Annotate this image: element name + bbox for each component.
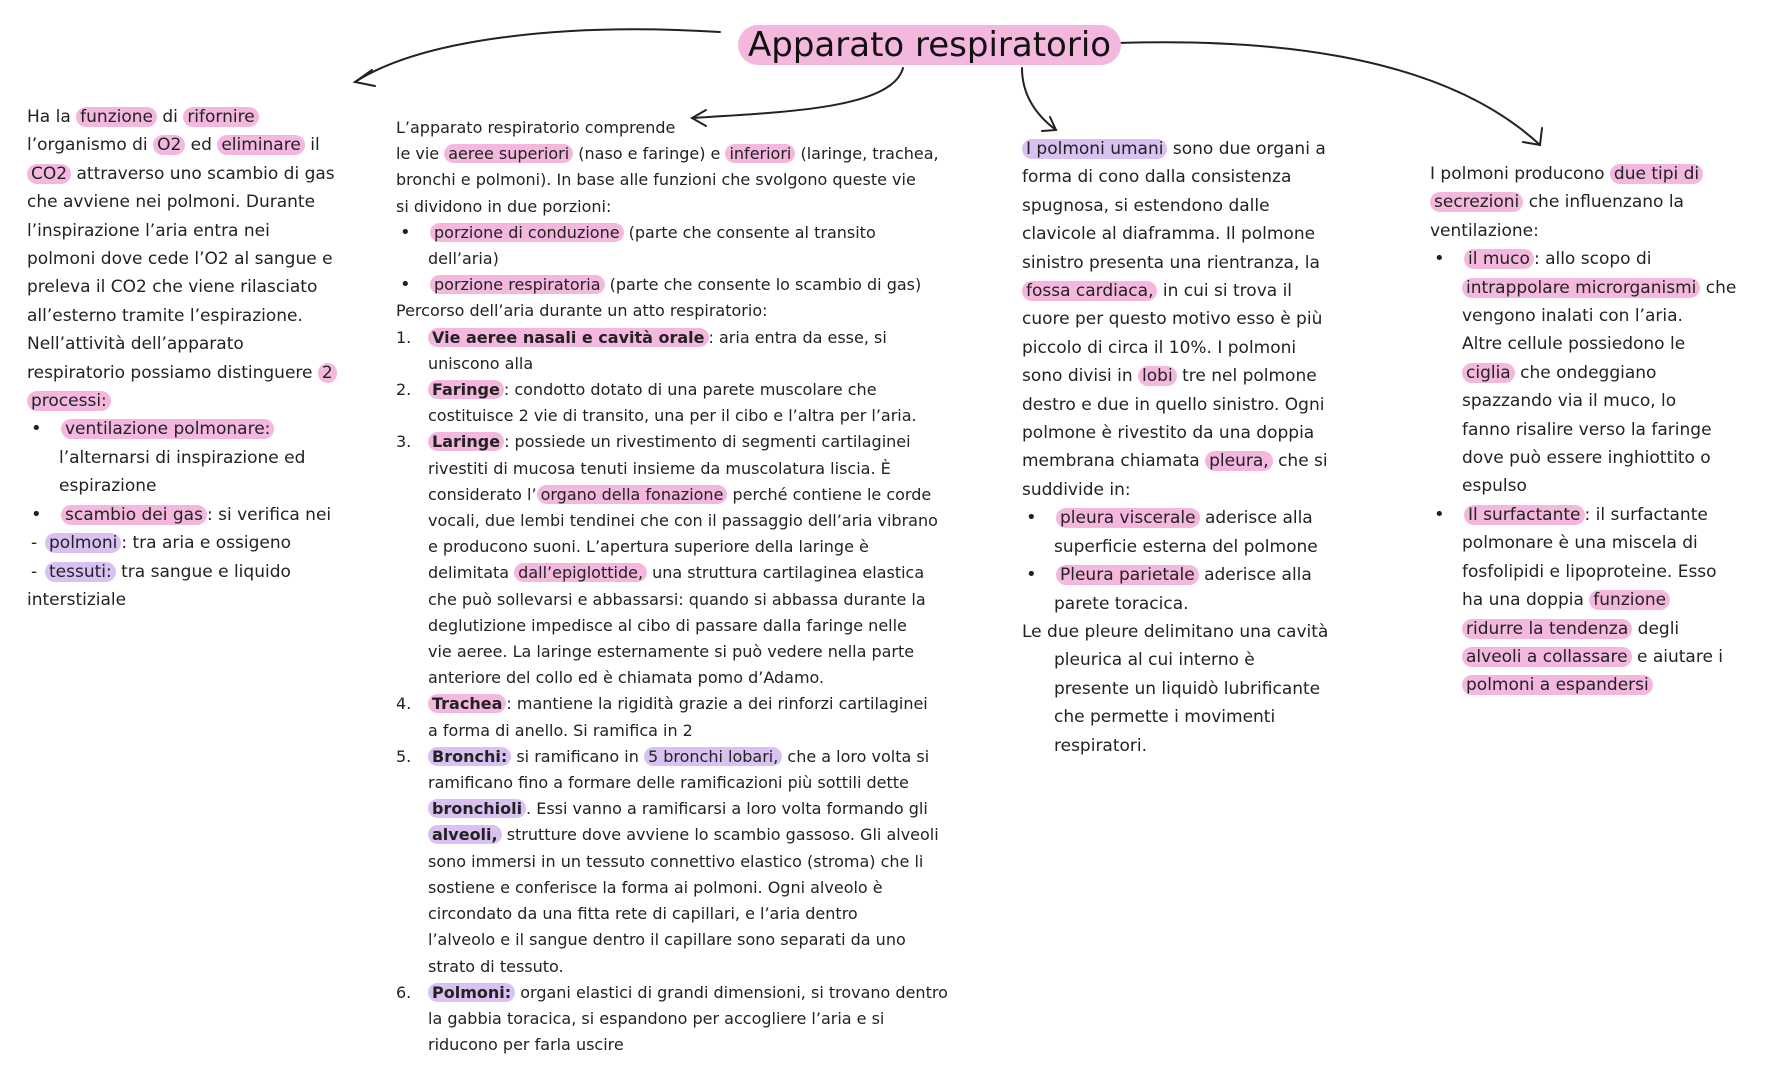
note-text: 2 — [318, 363, 337, 383]
note-text — [1430, 586, 1755, 614]
note-text: (laringe, trachea, — [795, 144, 939, 164]
note-text: processi: — [27, 391, 111, 411]
note-text: che influenzano la — [1523, 192, 1684, 213]
note-text — [1430, 188, 1755, 216]
note-text: superficie esterna del polmone — [1054, 536, 1318, 557]
note-text: aderisce alla — [1198, 565, 1312, 586]
page-title: Apparato respiratorio — [738, 20, 1121, 70]
note-text: : allo scopo di — [1533, 249, 1652, 270]
note-text: (naso e faringe) e — [573, 144, 726, 164]
note-text: : tra aria e ossigeno — [121, 533, 292, 554]
note-text: rifornire — [183, 107, 258, 127]
note-text: che a loro volta si — [782, 746, 930, 766]
note-text: respiratori. — [1054, 735, 1148, 756]
note-text: scambio dei gas — [61, 505, 207, 525]
note-text — [428, 560, 956, 586]
arrow-to-col4 — [1090, 42, 1540, 145]
note-text: degli — [1632, 618, 1680, 639]
dash-tessuti — [27, 558, 357, 586]
note-text: : possiede un rivestimento di segmenti cartilaginei — [504, 432, 911, 452]
note-text — [428, 796, 956, 822]
note-text: Altre cellule possiedono le — [1462, 334, 1686, 355]
arrow-to-col3 — [1022, 68, 1056, 130]
note-text — [428, 691, 956, 717]
note-text: lobi — [1138, 366, 1177, 386]
note-text: che può sollevarsi e abbassarsi: quando si abbassa durante la — [428, 589, 926, 609]
note-text: 3. — [396, 432, 412, 452]
note-text: polmoni a espandersi — [1462, 675, 1653, 695]
note-text: fosfolipidi e lipoproteine. Esso — [1462, 561, 1717, 582]
note-text: porzione di conduzione — [430, 223, 624, 242]
note-text: tessuti: — [45, 562, 116, 582]
note-text: 4. — [396, 694, 412, 714]
note-text: l’alternarsi di inspirazione ed — [59, 447, 306, 468]
note-text: : il surfactante — [1584, 504, 1708, 525]
note-text: ha una doppia — [1462, 590, 1590, 611]
note-text: : si verifica nei — [206, 504, 332, 525]
note-text: due tipi di — [1610, 164, 1703, 184]
note-text: Laringe — [428, 432, 504, 451]
note-text: di — [156, 107, 184, 127]
note-text: I polmoni producono — [1430, 164, 1610, 184]
note-text: Trachea — [428, 694, 506, 713]
note-text: . Essi vanno a ramificarsi a loro volta formando gli — [526, 799, 928, 819]
note-text: sostiene e conferisce la forma ai polmoni. Ogni alveolo è — [428, 877, 883, 897]
note-text: riducono per farla uscire — [428, 1035, 624, 1055]
note-text: funzione — [76, 107, 157, 127]
note-text: pleura viscerale — [1056, 508, 1200, 528]
note-text: strato di tessuto. — [428, 956, 564, 976]
note-text: polmonare è una miscela di — [1462, 533, 1698, 554]
note-text: dell’aria) — [428, 249, 499, 269]
note-text: l’inspirazione l’aria entra nei — [27, 220, 270, 241]
note-text: dall’epiglottide, — [514, 563, 647, 582]
arrowhead-col3 — [1042, 117, 1056, 131]
note-text: Bronchi: — [428, 747, 511, 766]
note-text: Faringe — [428, 380, 504, 399]
note-text — [1430, 671, 1755, 699]
note-text: sono divisi in — [1022, 366, 1139, 387]
note-text: spazzando via il muco, lo — [1462, 391, 1677, 412]
note-text: I polmoni umani — [1022, 139, 1167, 159]
note-text: : condotto dotato di una parete muscolare che — [503, 380, 877, 400]
arrowhead-col4 — [1523, 128, 1542, 145]
note-text: una struttura cartilaginea elastica — [647, 563, 925, 583]
note-text — [428, 980, 956, 1006]
note-text — [428, 377, 956, 403]
note-text: organi elastici di grandi dimensioni, si trovano dentro — [515, 982, 948, 1002]
note-text: espulso — [1462, 476, 1527, 497]
note-text — [1022, 447, 1352, 475]
note-text — [428, 482, 956, 508]
note-text: deglutizione impedisce al cibo di passare dalla faringe nelle — [428, 615, 907, 635]
note-text: Pleura parietale — [1056, 565, 1199, 585]
dash-polmoni — [27, 529, 357, 557]
note-text: : mantiene la rigidità grazie a dei rinforzi cartilaginei — [506, 694, 928, 714]
bullet-surfactante — [1430, 501, 1755, 529]
note-text: pleura, — [1205, 451, 1273, 471]
note-text: 5 bronchi lobari, — [644, 747, 782, 766]
note-text: si ramificano in — [511, 746, 644, 766]
list-item-bronchi — [396, 744, 956, 980]
note-text — [1022, 277, 1352, 305]
bullet-muco — [1430, 245, 1755, 273]
note-text: strutture dove avviene lo scambio gassoso. Gli alveoli — [501, 825, 939, 845]
note-text: alveoli a collassare — [1462, 647, 1632, 667]
note-text: a forma di anello. Si ramifica in 2 — [428, 720, 693, 740]
note-text — [1430, 615, 1755, 643]
note-text: rivestiti di mucosa tenuti insieme da muscolatura liscia. È — [428, 458, 891, 478]
note-text: le vie — [396, 144, 445, 164]
note-text: l’alveolo e il sangue dentro il capillare sono separati da uno — [428, 930, 906, 950]
note-text: Ha la — [27, 107, 77, 127]
note-text — [428, 325, 956, 351]
note-text: tra sangue e liquido — [115, 561, 291, 582]
note-text: (parte che consente lo scambio di gas) — [604, 275, 922, 295]
arrow-to-col2 — [692, 68, 903, 118]
note-text — [1022, 135, 1352, 163]
note-text: intrappolare microrganismi — [1462, 278, 1700, 298]
note-text — [396, 141, 956, 167]
note-text: il — [304, 135, 320, 156]
note-text — [27, 359, 357, 387]
bullet-scambio — [27, 501, 357, 529]
note-text: 5. — [396, 746, 412, 766]
note-text: polmoni dove cede l’O2 al sangue e — [27, 249, 333, 270]
note-text: preleva il CO2 che viene rilasciato — [27, 277, 318, 298]
note-text: vocali, due lembi tendinei che con il passaggio dell’aria vibrano — [428, 511, 938, 531]
note-text: Le due pleure delimitano una cavità — [1022, 621, 1329, 642]
note-text: espirazione — [59, 476, 157, 497]
note-text — [27, 131, 357, 159]
note-text: inferiori — [725, 144, 795, 163]
note-text: : aria entra da esse, si — [708, 327, 887, 347]
arrow-to-col1 — [355, 29, 720, 82]
note-text: ventilazione: — [1430, 220, 1539, 241]
note-text: considerato l’ — [428, 484, 537, 504]
note-text: Polmoni: — [428, 983, 515, 1002]
note-text: sono due organi a — [1167, 139, 1326, 159]
note-text: suddivide in: — [1022, 479, 1131, 500]
note-text: e aiutare i — [1631, 646, 1724, 667]
note-text: circondato da una fitta rete di capillari, e l’aria dentro — [428, 904, 858, 924]
note-text: vie aeree. La laringe esternamente si può vedere nella parte — [428, 642, 915, 662]
note-text: CO2 — [27, 164, 71, 184]
note-text: funzione — [1589, 590, 1670, 610]
note-text — [428, 822, 956, 848]
note-text: Il surfactante — [1464, 505, 1585, 525]
note-text: O2 — [153, 135, 185, 155]
note-text: si dividono in due porzioni: — [396, 196, 612, 216]
note-text — [1430, 274, 1755, 302]
note-text: in cui si trova il — [1157, 281, 1293, 302]
column-vie-aeree — [396, 115, 956, 1058]
note-text: ridurre la tendenza — [1462, 619, 1632, 639]
note-text: Vie aeree nasali e cavità orale — [428, 328, 709, 347]
note-text: porzione respiratoria — [430, 275, 605, 294]
note-text: fossa cardiaca, — [1022, 281, 1157, 301]
column-polmoni — [1022, 135, 1352, 760]
bullet-conduzione — [396, 220, 956, 246]
note-text: interstiziale — [27, 589, 127, 610]
note-text — [428, 429, 956, 455]
note-text: aeree superiori — [444, 144, 573, 163]
note-text: pleurica al cui interno è — [1054, 650, 1255, 671]
note-text — [428, 744, 956, 770]
note-text: 1. — [396, 327, 412, 347]
note-text: bronchioli — [428, 799, 526, 818]
note-text: presente un liquidò lubrificante — [1054, 678, 1321, 699]
note-text: (parte che consente al transito — [623, 222, 876, 242]
bullet-pleura-parietale — [1022, 561, 1352, 589]
note-text: che — [1700, 277, 1737, 298]
list-item-laringe — [396, 429, 956, 691]
note-text: bronchi e polmoni). In base alle funzioni che svolgono queste vie — [396, 170, 916, 190]
note-text: attraverso uno scambio di gas — [71, 163, 335, 184]
list-item-faringe — [396, 377, 956, 429]
note-text: Percorso dell’aria durante un atto respiratorio: — [396, 301, 768, 321]
arrowhead-col1 — [355, 70, 375, 86]
note-text: che ondeggiano — [1514, 362, 1657, 383]
note-text: membrana chiamata — [1022, 451, 1206, 472]
note-text — [1430, 359, 1755, 387]
note-text — [1430, 643, 1755, 671]
note-text — [27, 160, 357, 188]
note-text: dove può essere inghiottito o — [1462, 448, 1711, 469]
note-text: delimitata — [428, 563, 515, 583]
note-text: respiratorio possiamo distinguere — [27, 362, 318, 383]
note-text: che avviene nei polmoni. Durante — [27, 192, 316, 213]
note-text: che permette i movimenti — [1054, 707, 1276, 728]
note-text: forma di cono dalla consistenza — [1022, 167, 1292, 188]
note-text: L’apparato respiratorio comprende — [396, 118, 676, 137]
bullet-respiratoria — [396, 272, 956, 298]
note-text: ventilazione polmonare: — [61, 419, 274, 439]
column-funzione — [27, 103, 357, 614]
note-text: all’esterno tramite l’espirazione. — [27, 305, 303, 326]
list-item-vie-aeree — [396, 325, 956, 377]
note-text: clavicole al diaframma. Il polmone — [1022, 224, 1316, 245]
note-text — [1022, 362, 1352, 390]
note-text: vengono inalati con l’aria. — [1462, 306, 1683, 327]
note-text: polmone è rivestito da una doppia — [1022, 423, 1315, 444]
note-text — [1430, 160, 1755, 188]
note-text — [27, 387, 357, 415]
note-text: uniscono alla — [428, 353, 534, 373]
note-text: eliminare — [217, 135, 304, 155]
note-text: ed — [185, 135, 218, 156]
bullet-ventilazione — [27, 415, 357, 443]
list-item-trachea — [396, 691, 956, 743]
list-item-polmoni — [396, 980, 956, 1059]
note-text: ramificano fino a formare delle ramificazioni più sottili dette — [428, 773, 909, 793]
note-text — [27, 103, 357, 131]
note-text: aderisce alla — [1199, 508, 1313, 529]
note-text: parete toracica. — [1054, 593, 1189, 614]
note-text: fanno risalire verso la faringe — [1462, 419, 1712, 440]
column-secrezioni — [1430, 160, 1755, 700]
note-text: Nell’attività dell’apparato — [27, 334, 244, 355]
note-text: destro e due in quello sinistro. Ogni — [1022, 394, 1325, 415]
note-text: che si — [1272, 451, 1328, 472]
note-text: piccolo di circa il 10%. I polmoni — [1022, 337, 1297, 358]
note-text: perché contiene le corde — [727, 484, 932, 504]
note-text: ciglia — [1462, 363, 1515, 383]
note-text: spugnosa, si estendono dalle — [1022, 195, 1270, 216]
note-text: l’organismo di — [27, 135, 154, 156]
note-text: e producono suoni. L’apertura superiore della laringe è — [428, 537, 869, 557]
note-text: secrezioni — [1430, 192, 1523, 212]
note-text: polmoni — [45, 533, 121, 553]
note-text: costituisce 2 vie di transito, una per il cibo e l’altra per l’aria. — [428, 406, 917, 426]
note-text: alveoli, — [428, 825, 502, 844]
note-text: sinistro presenta una rientranza, la — [1022, 252, 1320, 273]
bullet-pleura-viscerale — [1022, 504, 1352, 532]
note-text: organo della fonazione — [537, 485, 728, 504]
note-text: anteriore del collo ed è chiamata pomo d’Adamo. — [428, 668, 825, 688]
note-text: 6. — [396, 982, 412, 1002]
note-text: cuore per questo motivo esso è più — [1022, 309, 1323, 330]
note-text: sono immersi in un tessuto connettivo elastico (stroma) che li — [428, 851, 924, 871]
note-text: la gabbia toracica, si espandono per accogliere l’aria e si — [428, 1008, 885, 1028]
note-text: il muco — [1464, 249, 1534, 269]
note-text: 2. — [396, 380, 412, 400]
note-text: tre nel polmone — [1176, 366, 1317, 387]
